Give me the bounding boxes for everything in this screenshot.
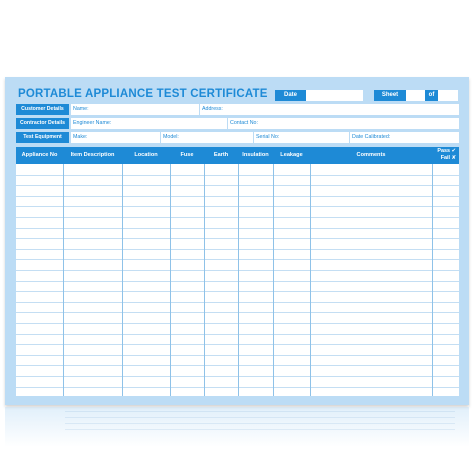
table-column-line bbox=[310, 164, 311, 396]
test-equipment-label: Test Equipment bbox=[16, 132, 69, 143]
column-header: Earth bbox=[213, 152, 229, 158]
column-header: Insulation bbox=[242, 152, 269, 158]
sheet-label: Sheet bbox=[374, 90, 406, 101]
table-column-line bbox=[238, 164, 239, 396]
engineer-name-field[interactable]: Engineer Name: bbox=[71, 118, 227, 129]
table-column-line bbox=[170, 164, 171, 396]
sheet-total-field[interactable] bbox=[438, 90, 458, 101]
column-header: Leakage bbox=[280, 152, 303, 158]
contractor-details-row bbox=[16, 118, 459, 129]
serial-number-field[interactable]: Serial No: bbox=[254, 132, 349, 143]
contractor-details-label: Contractor Details bbox=[16, 118, 69, 129]
customer-address-field[interactable]: Address: bbox=[200, 104, 459, 115]
certificate-title: PORTABLE APPLIANCE TEST CERTIFICATE bbox=[18, 88, 268, 100]
customer-details-label: Customer Details bbox=[16, 104, 69, 115]
column-header: Comments bbox=[356, 152, 386, 158]
column-header: Item Description bbox=[70, 152, 115, 158]
test-equipment-row bbox=[16, 132, 459, 143]
table-column-line bbox=[273, 164, 274, 396]
of-label: of bbox=[425, 90, 438, 101]
pass-label: Pass ✔ bbox=[437, 148, 456, 154]
column-header: Location bbox=[134, 152, 158, 158]
table-column-line bbox=[63, 164, 64, 396]
pass-fail-header bbox=[432, 147, 459, 164]
sheet-reflection bbox=[5, 407, 469, 447]
table-column-line bbox=[432, 164, 433, 396]
column-header: Appliance No bbox=[21, 152, 58, 158]
sheet-number-field[interactable] bbox=[406, 90, 425, 101]
make-field[interactable]: Make: bbox=[71, 132, 160, 143]
customer-details-row bbox=[16, 104, 459, 115]
date-field[interactable] bbox=[306, 90, 363, 101]
date-label: Date bbox=[275, 90, 306, 101]
test-results-table bbox=[16, 147, 459, 396]
contact-number-field[interactable]: Contact No: bbox=[228, 118, 459, 129]
customer-name-field[interactable]: Name: bbox=[71, 104, 199, 115]
column-header: Fuse bbox=[180, 152, 194, 158]
table-column-line bbox=[122, 164, 123, 396]
model-field[interactable]: Model: bbox=[161, 132, 253, 143]
table-column-line bbox=[204, 164, 205, 396]
date-calibrated-field[interactable]: Date Calibrated: bbox=[350, 132, 459, 143]
table-header bbox=[16, 147, 459, 164]
fail-label: Fail ✘ bbox=[440, 155, 456, 161]
